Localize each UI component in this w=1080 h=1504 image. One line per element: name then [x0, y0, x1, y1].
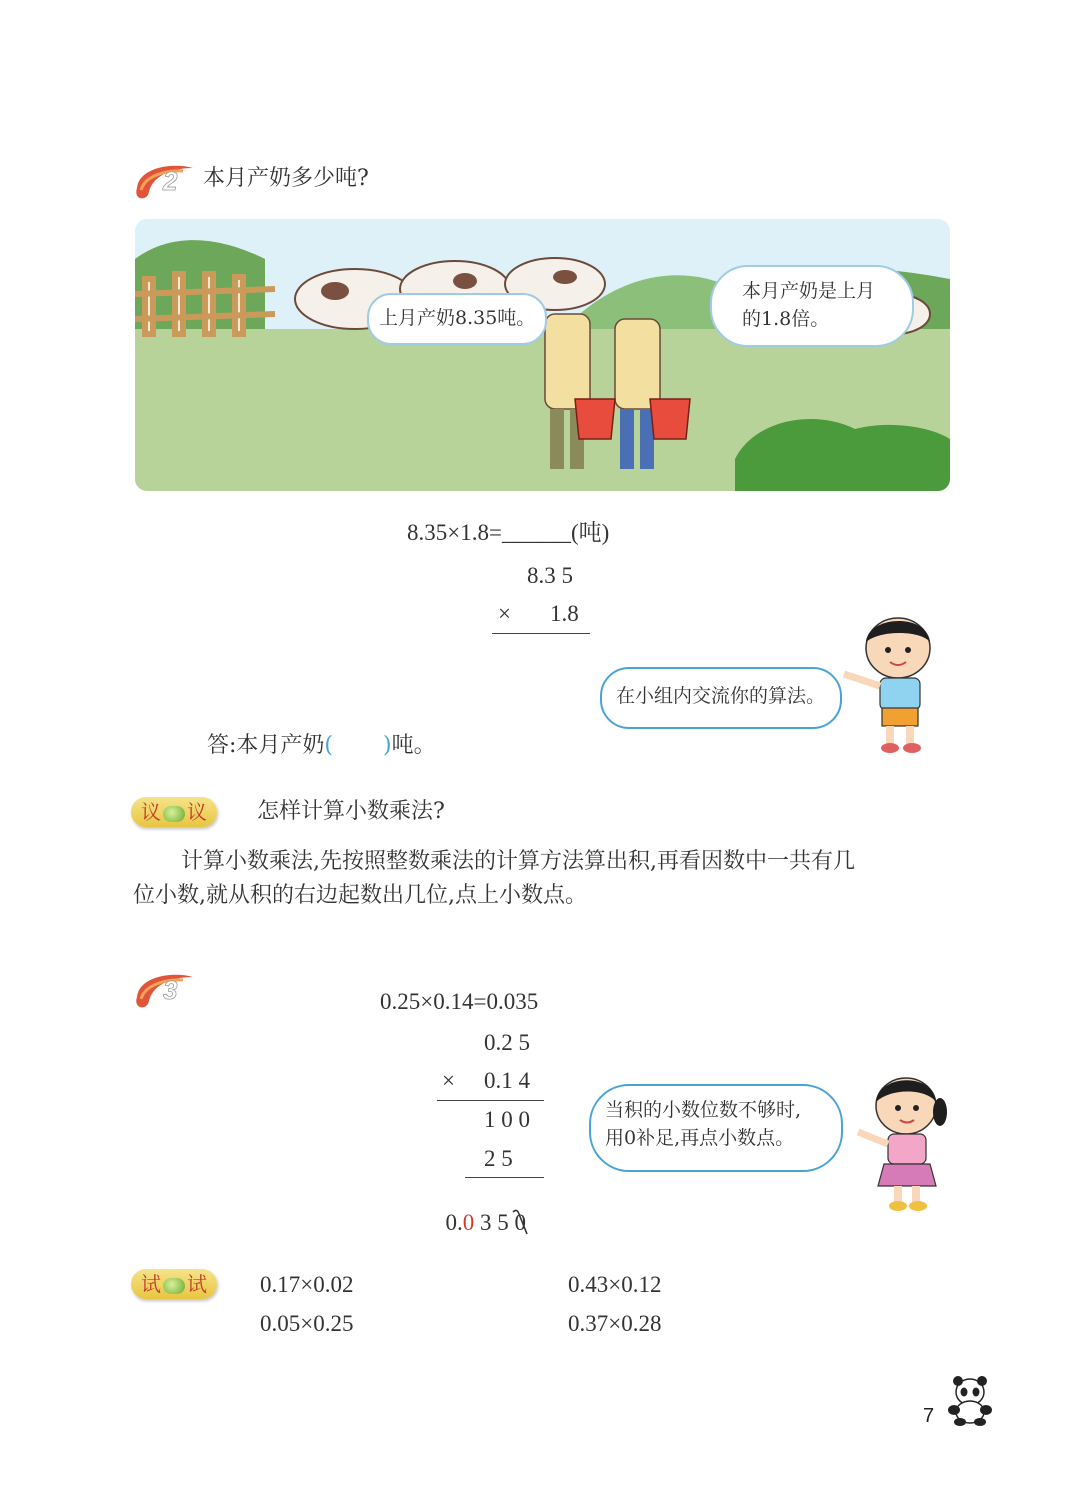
vertical-rule: [492, 633, 590, 634]
example-2-equation: 8.35×1.8=______(吨): [407, 520, 610, 545]
discuss-paragraph-line-1: 计算小数乘法,先按照整数乘法的计算方法算出积,再看因数中一共有几: [181, 849, 855, 874]
discuss-question: 怎样计算小数乘法?: [257, 799, 445, 824]
ex3-vertical-row-2: 0.1 4: [484, 1068, 530, 1093]
ex3-result-struck-zero: [515, 1210, 527, 1235]
speech-bubble-left-text: 上月产奶8.35吨。: [379, 307, 536, 329]
multiply-sign: ×: [498, 601, 511, 626]
ex3-vertical-row-4: 2 5: [484, 1146, 513, 1171]
try-item-2: 0.43×0.12: [568, 1272, 662, 1297]
discuss-tag-right: 议: [187, 800, 207, 824]
answer-prefix: 答:本月产奶: [207, 733, 325, 758]
ex3-vertical-row-1: 0.2 5: [484, 1030, 530, 1055]
girl-character-image: [848, 1068, 948, 1212]
try-tag: [131, 1269, 217, 1299]
example-3-badge-icon: [131, 967, 197, 1011]
discuss-tag-dot-icon: [163, 806, 185, 822]
example-3-equation: 0.25×0.14=0.035: [380, 989, 539, 1014]
girl-speech-bubble: [589, 1084, 843, 1172]
speech-bubble-right-line1: 本月产奶是上月: [742, 280, 876, 302]
boy-speech-bubble: [600, 667, 842, 729]
strike-mark-icon: [511, 1208, 531, 1236]
discuss-tag-left: 议: [141, 800, 161, 824]
try-tag-dot-icon: [163, 1278, 185, 1294]
example-2-badge-icon: [131, 158, 197, 202]
ex3-result-struck-digit: 0: [514, 1210, 526, 1235]
try-item-4: 0.37×0.28: [568, 1311, 662, 1336]
example-2-question: 本月产奶多少吨?: [203, 166, 369, 191]
ex3-result: [434, 1184, 526, 1236]
try-item-1: 0.17×0.02: [260, 1272, 354, 1297]
example-3-number: 3: [163, 975, 178, 1005]
discuss-paragraph-line-2: 位小数,就从积的右边起数出几位,点上小数点。: [133, 883, 587, 908]
answer-close-paren: ): [383, 733, 392, 758]
ex3-rule-2: [465, 1177, 544, 1178]
try-tag-right: 试: [187, 1272, 207, 1296]
boy-character-image: [840, 608, 944, 754]
speech-bubble-right-line2: 的1.8倍。: [742, 308, 830, 330]
ex3-result-red-zero: 0: [462, 1210, 475, 1235]
panda-icon: [946, 1374, 994, 1426]
try-tag-left: 试: [141, 1272, 161, 1296]
vertical-row-1: 8.3 5: [527, 563, 573, 588]
ex3-rule-1: [437, 1100, 544, 1101]
ex3-vertical-row-3: 1 0 0: [484, 1107, 530, 1132]
girl-speech-bubble-line2: 用0补足,再点小数点。: [605, 1127, 795, 1149]
girl-speech-bubble-line1: 当积的小数位数不够时,: [605, 1099, 802, 1121]
farm-illustration: [135, 219, 950, 491]
speech-bubble-left: [367, 293, 547, 345]
try-item-3: 0.05×0.25: [260, 1311, 354, 1336]
answer-open-paren: (: [324, 733, 334, 758]
boy-speech-bubble-text: 在小组内交流你的算法。: [616, 685, 826, 707]
answer-line: [207, 733, 436, 759]
vertical-row-2: 1.8: [550, 601, 579, 626]
answer-suffix: 吨。: [391, 733, 436, 758]
ex3-result-digits: 3 5: [480, 1210, 509, 1235]
page-number: 7: [923, 1405, 935, 1427]
farm-scene-image: [135, 219, 950, 491]
example-2-number: 2: [163, 166, 178, 196]
speech-bubble-right: [710, 265, 914, 347]
discuss-tag: [131, 797, 217, 827]
ex3-result-prefix: 0.: [445, 1210, 463, 1235]
ex3-multiply-sign: ×: [442, 1068, 455, 1093]
